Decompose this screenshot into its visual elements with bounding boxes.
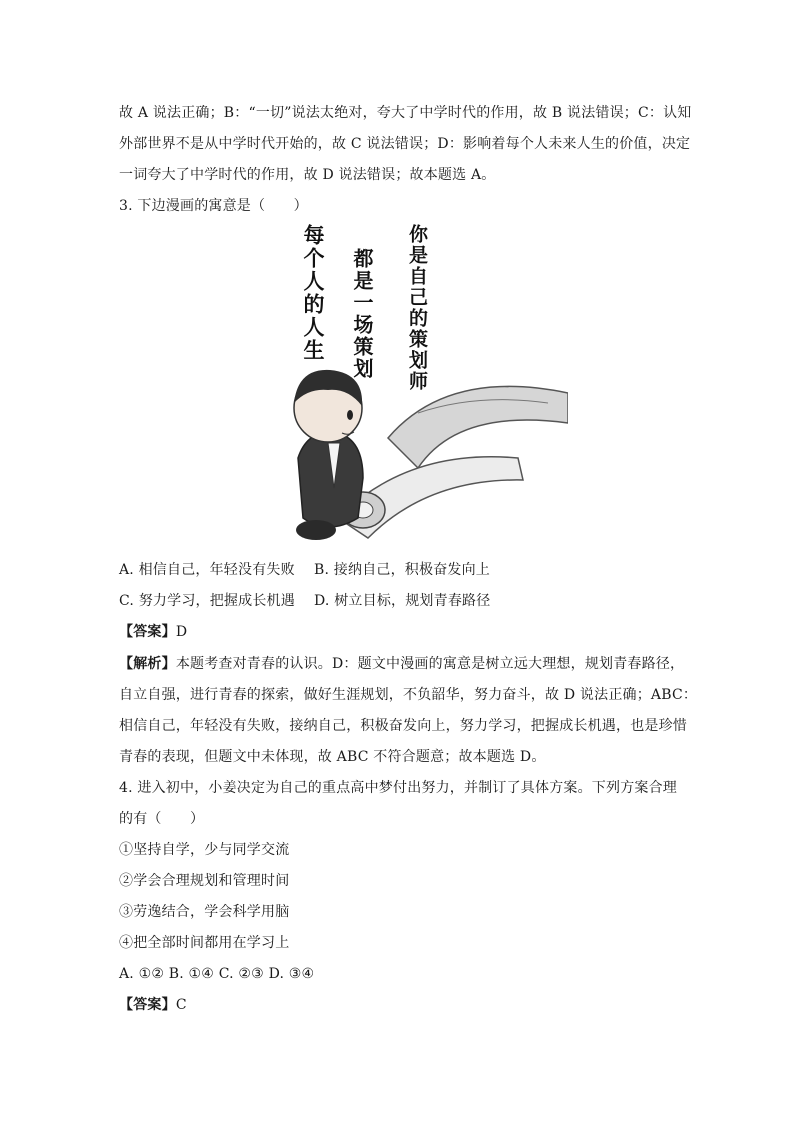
option-a: A. 相信自己，年轻没有失败 xyxy=(119,562,295,578)
question-4-item-1: ①坚持自学，少与同学交流 xyxy=(119,842,290,858)
question-3-stem: 3. 下边漫画的寓意是（ ） xyxy=(119,198,308,214)
option-d: D. 树立目标，规划青春路径 xyxy=(314,593,491,609)
comic-caption-2: 都是一场策划 xyxy=(350,248,374,380)
comic-illustration xyxy=(268,218,568,548)
question-3-answer xyxy=(119,622,187,642)
paragraph-line-2: 外部世界不是从中学时代开始的，故 C 说法错误；D：影响着每个人未来人生的价值，决定 xyxy=(119,136,691,152)
question-4-stem-1: 4. 进入初中，小姜决定为自己的重点高中梦付出努力，并制订了具体方案。下列方案合理 xyxy=(119,780,678,796)
paragraph-line-1: 故 A 说法正确；B：“一切”说法太绝对，夸大了中学时代的作用，故 B 说法错误；C：认知 xyxy=(119,105,692,121)
analysis-line-4: 青春的表现，但题文中未体现，故 ABC 不符合题意；故本题选 D。 xyxy=(119,749,546,765)
analysis-line-2: 自立自强，进行青春的探索，做好生涯规划，不负韶华，努力奋斗，故 D 说法正确；ABC： xyxy=(119,687,698,703)
comic-caption-3: 你是自己的策划师 xyxy=(406,224,428,392)
option-b: B. 接纳自己，积极奋发向上 xyxy=(314,562,490,578)
question-4-answer xyxy=(119,995,187,1015)
question-4-stem-2: 的有（ ） xyxy=(119,811,205,827)
analysis-tag: 【解析】 xyxy=(119,656,176,672)
question-4-options: A. ①② B. ①④ C. ②③ D. ③④ xyxy=(119,966,315,982)
analysis-line-3: 相信自己，年轻没有失败，接纳自己，积极奋发向上，努力学习，把握成长机遇，也是珍惜 xyxy=(119,718,687,734)
question-4-item-4: ④把全部时间都用在学习上 xyxy=(119,935,290,951)
answer-value: C xyxy=(175,997,187,1013)
answer-tag: 【答案】 xyxy=(119,997,176,1013)
paragraph-line-3: 一词夸大了中学时代的作用，故 D 说法错误；故本题选 A。 xyxy=(119,167,496,183)
analysis-line-1 xyxy=(119,654,684,674)
answer-value: D xyxy=(175,624,188,640)
question-4-item-2: ②学会合理规划和管理时间 xyxy=(119,873,290,889)
analysis-text: 本题考查对青春的认识。D：题文中漫画的寓意是树立远大理想，规划青春路径， xyxy=(175,656,685,672)
comic-caption-1: 每个人的人生 xyxy=(301,224,325,362)
question-4-item-3: ③劳逸结合，学会科学用脑 xyxy=(119,904,290,920)
answer-tag: 【答案】 xyxy=(119,624,176,640)
option-c: C. 努力学习，把握成长机遇 xyxy=(119,593,295,609)
